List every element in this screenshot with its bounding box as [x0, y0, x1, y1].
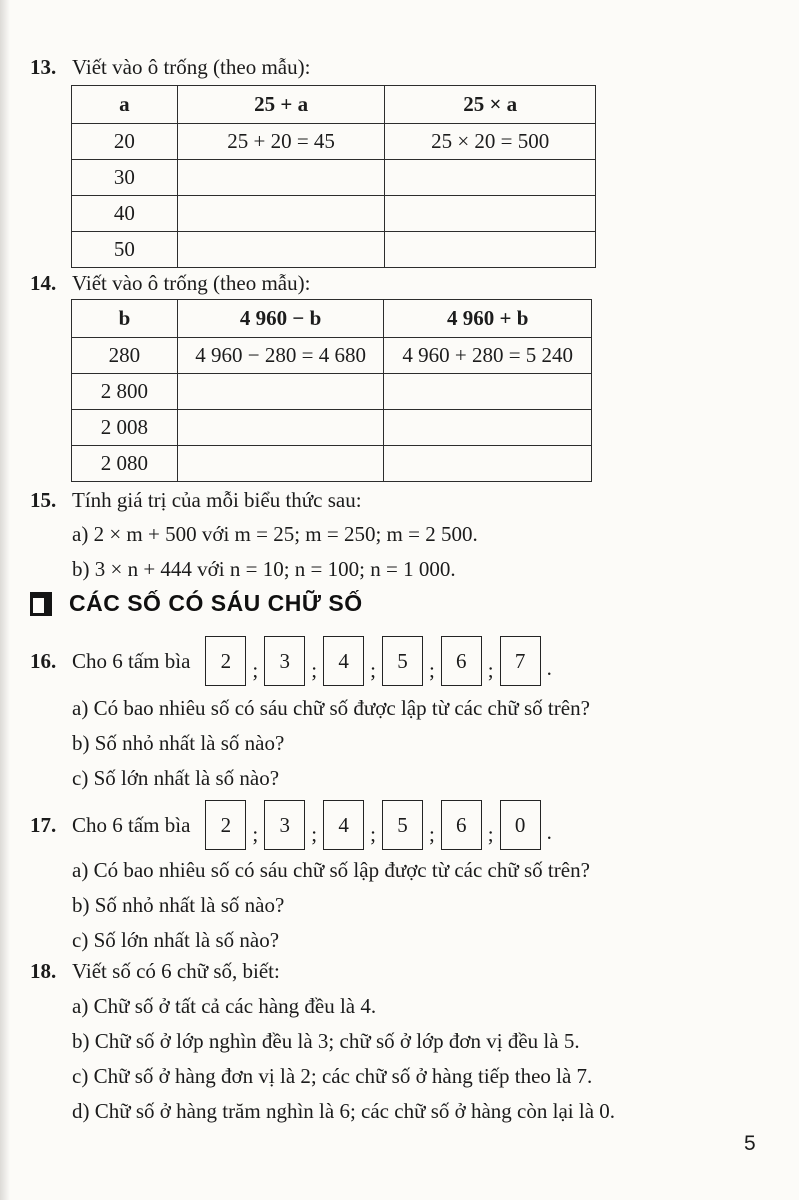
table-cell-blank: [177, 160, 385, 196]
card-separator: ;: [311, 822, 318, 846]
exercise-16-lead-row: [30, 635, 555, 687]
exercise-13-number: 13.: [30, 55, 57, 79]
exercise-13-table-body: [72, 124, 596, 268]
table-cell-blank: [385, 160, 596, 196]
table-cell: 4 960 + 280 = 5 240: [384, 338, 592, 374]
table-header-row: [72, 300, 592, 338]
card-separator: ;: [487, 658, 494, 682]
digit-card: 5: [382, 636, 423, 686]
card-separator: ;: [428, 658, 435, 682]
page-number: 5: [744, 1132, 756, 1155]
exercise-17-item-b: b) Số nhỏ nhất là số nào?: [72, 893, 285, 917]
exercise-17-item-c: c) Số lớn nhất là số nào?: [72, 928, 280, 952]
table-cell: 2 080: [72, 446, 178, 482]
card-separator: ;: [311, 658, 318, 682]
table-header-row: [72, 86, 596, 124]
table-cell-blank: [385, 196, 596, 232]
card-terminator: .: [546, 656, 552, 680]
table-row: [72, 410, 592, 446]
table-header-cell: 4 960 − b: [177, 300, 384, 338]
exercise-14-title-text: Viết vào ô trống (theo mẫu):: [72, 271, 311, 295]
exercise-15-number: 15.: [30, 488, 57, 512]
table-header-cell: b: [72, 300, 178, 338]
table-cell: 25 × 20 = 500: [385, 124, 596, 160]
table-row: [72, 232, 596, 268]
exercise-14-number: 14.: [30, 271, 57, 295]
exercise-18-item-a: a) Chữ số ở tất cả các hàng đều là 4.: [72, 994, 377, 1018]
exercise-15-item-a: a) 2 × m + 500 với m = 25; m = 250; m = 2 500.: [72, 522, 478, 546]
table-cell: 4 960 − 280 = 4 680: [177, 338, 384, 374]
table-header-cell: 25 + a: [177, 86, 385, 124]
table-cell: 2 800: [72, 374, 178, 410]
table-cell-blank: [384, 410, 592, 446]
digit-card: 2: [205, 636, 246, 686]
card-separator: ;: [370, 822, 376, 846]
table-cell: 280: [72, 338, 178, 374]
exercise-16-item-a: a) Có bao nhiêu số có sáu chữ số được lập từ các chữ số trên?: [72, 696, 590, 720]
table-cell: 40: [72, 196, 178, 232]
digit-card: 2: [205, 800, 246, 850]
digit-card: 3: [264, 800, 305, 850]
table-row: [72, 160, 596, 196]
digit-card: 6: [441, 636, 482, 686]
table-cell-blank: [177, 374, 384, 410]
scan-gutter-shadow: [0, 0, 10, 1200]
exercise-13-title: [30, 55, 310, 80]
section-header: [30, 590, 363, 617]
exercise-14-table: [71, 299, 592, 482]
table-header-cell: 4 960 + b: [384, 300, 592, 338]
card-separator: ;: [428, 822, 435, 846]
exercise-18-number: 18.: [30, 959, 57, 983]
exercise-18-item-b: b) Chữ số ở lớp nghìn đều là 3; chữ số ở lớp đơn vị đều là 5.: [72, 1029, 580, 1053]
table-cell-blank: [177, 196, 385, 232]
exercise-13-table: [71, 85, 596, 268]
digit-card: 6: [441, 800, 482, 850]
exercise-18-title: [30, 959, 280, 984]
exercise-13-title-text: Viết vào ô trống (theo mẫu):: [72, 55, 311, 79]
table-row: [72, 446, 592, 482]
digit-card: 5: [382, 800, 423, 850]
exercise-15-title: [30, 488, 362, 513]
exercise-13-table-head: [72, 86, 596, 124]
table-cell-blank: [384, 374, 592, 410]
digit-card: 0: [500, 800, 541, 850]
table-cell: 2 008: [72, 410, 178, 446]
table-cell: 30: [72, 160, 178, 196]
exercise-17-number: 17.: [30, 812, 57, 837]
exercise-15-title-text: Tính giá trị của mỗi biểu thức sau:: [72, 488, 362, 512]
exercise-18-item-d: d) Chữ số ở hàng trăm nghìn là 6; các chữ số ở hàng còn lại là 0.: [72, 1099, 616, 1123]
digit-card: 4: [323, 636, 364, 686]
table-header-cell: 25 × a: [385, 86, 596, 124]
exercise-17-lead-text: Cho 6 tấm bìa: [72, 812, 191, 837]
exercise-16-number: 16.: [30, 648, 57, 673]
exercise-16-lead-text: Cho 6 tấm bìa: [72, 648, 191, 673]
card-separator: ;: [487, 822, 494, 846]
digit-card: 3: [264, 636, 305, 686]
exercise-16-item-c: c) Số lớn nhất là số nào?: [72, 766, 280, 790]
table-row: [72, 338, 592, 374]
table-row: [72, 374, 592, 410]
digit-card: 4: [323, 800, 364, 850]
exercise-18-item-c: c) Chữ số ở hàng đơn vị là 2; các chữ số ở hàng tiếp theo là 7.: [72, 1064, 593, 1088]
table-cell: 20: [72, 124, 178, 160]
exercise-14-table-body: [72, 338, 592, 482]
card-terminator: .: [546, 820, 552, 844]
card-separator: ;: [370, 658, 376, 682]
table-row: [72, 196, 596, 232]
exercise-18-title-text: Viết số có 6 chữ số, biết:: [72, 959, 280, 983]
table-cell-blank: [385, 232, 596, 268]
card-separator: ;: [252, 822, 259, 846]
table-cell-blank: [177, 232, 385, 268]
exercise-17-item-a: a) Có bao nhiêu số có sáu chữ số lập được từ các chữ số trên?: [72, 858, 590, 882]
exercise-14-table-head: [72, 300, 592, 338]
table-cell-blank: [177, 446, 384, 482]
section-square-icon: [30, 592, 52, 616]
section-title: CÁC SỐ CÓ SÁU CHỮ SỐ: [69, 590, 363, 616]
table-cell: 25 + 20 = 45: [177, 124, 385, 160]
table-cell: 50: [72, 232, 178, 268]
table-header-cell: a: [72, 86, 178, 124]
digit-card: 7: [500, 636, 541, 686]
table-cell-blank: [177, 410, 384, 446]
exercise-15-item-b: b) 3 × n + 444 với n = 10; n = 100; n = 1 000.: [72, 557, 456, 581]
table-row: [72, 124, 596, 160]
exercise-14-title: [30, 271, 310, 296]
card-separator: ;: [252, 658, 259, 682]
exercise-17-lead-row: [30, 799, 555, 851]
exercise-16-item-b: b) Số nhỏ nhất là số nào?: [72, 731, 285, 755]
table-cell-blank: [384, 446, 592, 482]
